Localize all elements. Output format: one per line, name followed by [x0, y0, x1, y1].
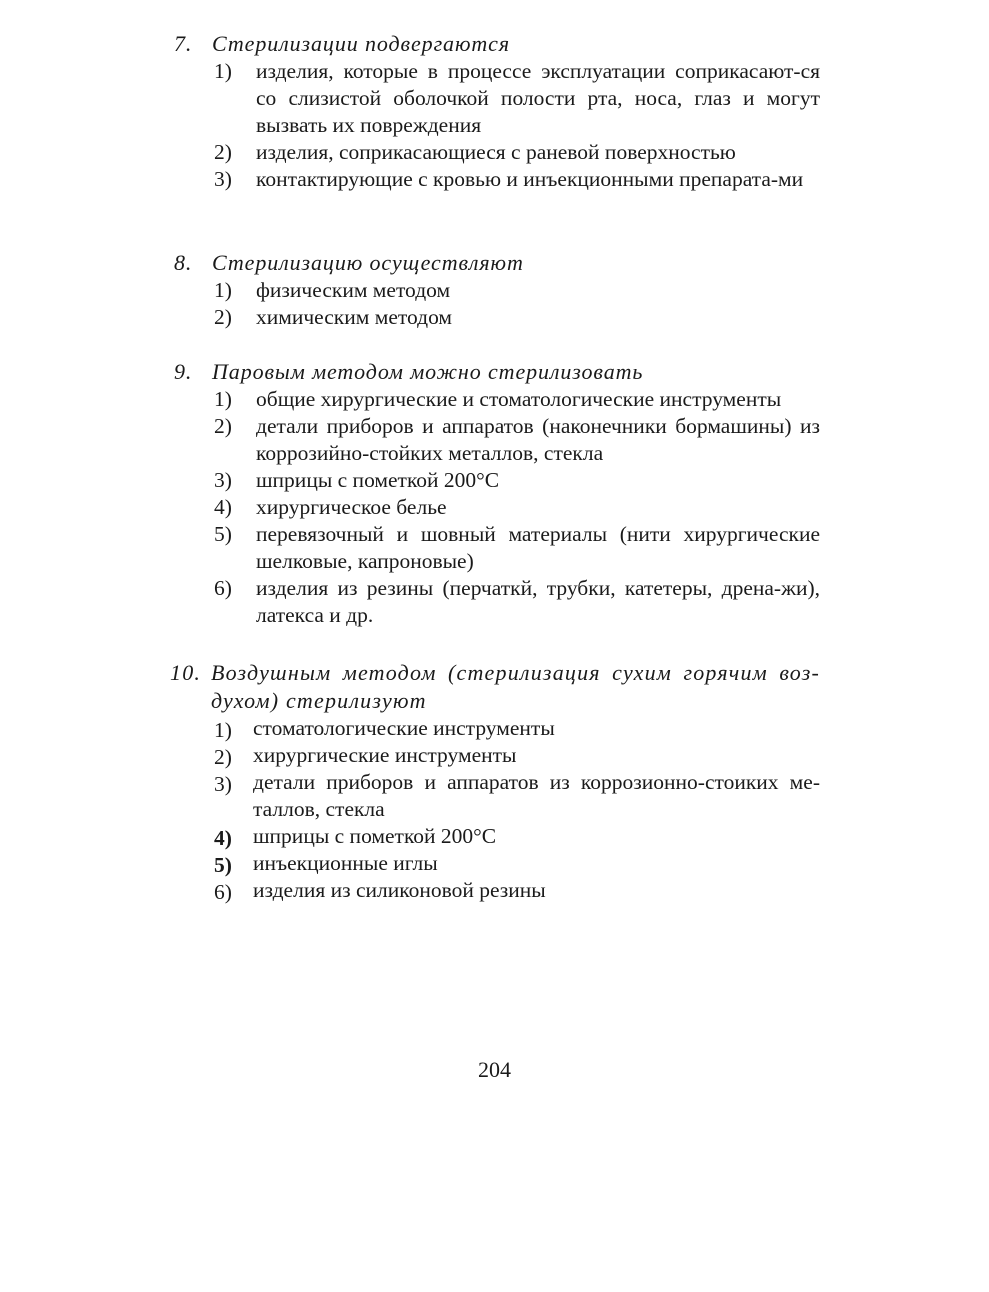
answer-text: химическим методом [256, 305, 453, 329]
answer-number: 6) [214, 880, 232, 904]
answer-item [170, 521, 820, 575]
answer-text: перевязочный и шовный материалы (нити хирургические шелковые, капроновые) [256, 522, 820, 573]
answer-number: 3) [214, 772, 232, 796]
answer-item [170, 877, 820, 904]
answer-text: общие хирургические и стоматологические инструменты [256, 387, 782, 411]
answer-number: 5) [214, 522, 232, 546]
answer-item [170, 494, 820, 521]
answer-list [170, 715, 820, 904]
question-title [170, 249, 820, 277]
question-9 [170, 358, 820, 629]
question-text: Паровым методом можно стерилизовать [212, 359, 644, 384]
answer-text: физическим методом [256, 278, 451, 302]
answer-number: 1) [214, 387, 232, 411]
answer-item [170, 850, 820, 877]
answer-text: детали приборов и аппаратов (наконечники бормашины) из коррозийно-стойких металлов, стекла [256, 414, 820, 465]
question-number: 9. [174, 359, 193, 384]
answer-number: 2) [214, 414, 232, 438]
question-text: Стерилизацию осуществляют [212, 250, 524, 275]
answer-text: шприцы с пометкой 200°С [256, 468, 500, 492]
answer-text: изделия, соприкасающиеся с раневой поверхностью [256, 140, 736, 164]
answer-number: 1) [214, 718, 232, 742]
question-text: Воздушным методом (стерилизация сухим горячим воз-духом) стерилизуют [211, 660, 820, 713]
answer-number: 3) [214, 468, 232, 492]
answer-number: 5) [214, 853, 232, 877]
answer-item [170, 742, 820, 769]
answer-list [170, 58, 820, 193]
answer-text: стоматологические инструменты [253, 716, 555, 740]
answer-text: изделия из резины (перчаткй, трубки, катетеры, дрена-жи), латекса и др. [256, 576, 820, 627]
answer-item [170, 823, 820, 850]
question-title [170, 30, 820, 58]
answer-list [170, 277, 820, 331]
question-number: 7. [174, 31, 193, 56]
answer-number: 2) [214, 745, 232, 769]
question-7 [170, 30, 820, 193]
answer-number: 2) [214, 305, 232, 329]
question-10 [170, 659, 820, 904]
question-8 [170, 249, 820, 331]
answer-text: инъекционные иглы [253, 851, 438, 875]
answer-text: хирургическое белье [256, 495, 447, 519]
answer-item [170, 715, 820, 742]
answer-item [170, 166, 820, 193]
answer-item [170, 769, 820, 823]
answer-item [170, 575, 820, 629]
answer-text: детали приборов и аппаратов из коррозионно-стоиких ме-таллов, стекла [253, 770, 820, 821]
answer-item [170, 413, 820, 467]
answer-text: шприцы с пометкой 200°С [253, 824, 497, 848]
answer-item [170, 304, 820, 331]
question-number: 8. [174, 250, 193, 275]
answer-list [170, 386, 820, 629]
answer-number: 3) [214, 167, 232, 191]
answer-text: изделия из силиконовой резины [253, 878, 546, 902]
answer-number: 1) [214, 59, 232, 83]
answer-number: 6) [214, 576, 232, 600]
question-number: 10. [170, 660, 202, 685]
answer-number: 1) [214, 278, 232, 302]
answer-item [170, 58, 820, 139]
page-number: 204 [478, 1057, 511, 1082]
answer-item [170, 386, 820, 413]
answer-number: 4) [214, 826, 232, 850]
answer-text: контактирующие с кровью и инъекционными препарата-ми [256, 167, 804, 191]
answer-text: хирургические инструменты [253, 743, 517, 767]
question-title [170, 358, 820, 386]
answer-text: изделия, которые в процессе эксплуатации соприкасают-ся со слизистой оболочкой полости рта, носа, глаз и могут вызвать их повреждения [256, 59, 820, 137]
answer-item [170, 139, 820, 166]
answer-number: 4) [214, 495, 232, 519]
answer-item [170, 277, 820, 304]
answer-item [170, 467, 820, 494]
answer-number: 2) [214, 140, 232, 164]
question-text: Стерилизации подвергаются [212, 31, 510, 56]
question-title [170, 659, 820, 715]
